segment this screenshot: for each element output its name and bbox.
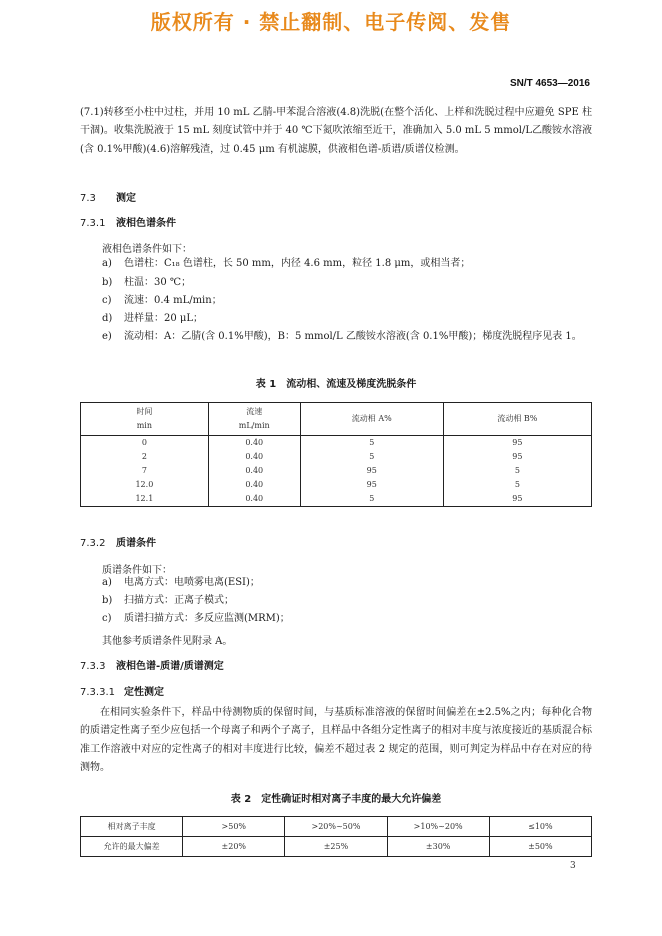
table-cell: 12.1 bbox=[81, 492, 209, 507]
list-text: 柱温：30 ℃； bbox=[124, 277, 192, 288]
header-mobile-phase-a: 流动相 A% bbox=[300, 403, 443, 436]
section-number: 7.3 bbox=[80, 193, 96, 204]
ms-conditions-outro: 其他参考质谱条件见附录 A。 bbox=[102, 636, 233, 647]
table-2-caption bbox=[80, 790, 592, 805]
list-text: 进样量：20 μL； bbox=[124, 313, 204, 324]
table-cell: ±30% bbox=[387, 837, 489, 857]
table-header-row bbox=[81, 403, 592, 436]
list-marker: b) bbox=[102, 277, 113, 288]
table-cell: >50% bbox=[183, 817, 285, 837]
header-time: 时间 min bbox=[81, 403, 209, 436]
header-flow-rate: 流速 mL/min bbox=[208, 403, 300, 436]
intro-paragraph: (7.1)转移至小柱中过柱，并用 10 mL 乙腈-甲苯混合溶液(4.8)洗脱(在整个活化、上样和洗脱过程中应避免 SPE 柱干涸)。收集洗脱液于 15 mL 刻度试管中并于 40 ℃下氮吹浓缩至近干，准确加入 5.0 mL 5 mmol/L乙酸铵水溶液(含 0.1%甲酸)(4.6)溶解残渣，过 0.45 μm 有机滤膜，供液相色谱-质谱/质谱仪检测。 bbox=[80, 107, 592, 155]
section-7-3-3-heading bbox=[80, 657, 224, 672]
table-cell: 允许的最大偏差 bbox=[81, 837, 183, 857]
section-title: 定性测定 bbox=[124, 687, 164, 698]
table-cell: >10%~20% bbox=[387, 817, 489, 837]
section-number: 7.3.1 bbox=[80, 218, 106, 229]
table-row bbox=[81, 464, 592, 478]
table-cell: 95 bbox=[300, 464, 443, 478]
lc-conditions-intro: 液相色谱条件如下： bbox=[102, 244, 192, 255]
table-row bbox=[81, 817, 592, 837]
list-text: 质谱扫描方式：多反应监测(MRM)； bbox=[124, 613, 290, 624]
table-cell: 2 bbox=[81, 450, 209, 464]
table-cell: 0.40 bbox=[208, 478, 300, 492]
table-cell: 相对离子丰度 bbox=[81, 817, 183, 837]
list-marker: a) bbox=[102, 577, 112, 588]
caption-title: 定性确证时相对离子丰度的最大允许偏差 bbox=[261, 794, 442, 805]
section-7-3-1-heading bbox=[80, 214, 176, 229]
section-7-3-2-heading bbox=[80, 534, 156, 549]
table-row bbox=[81, 837, 592, 857]
standard-code: SN/T 4653—2016 bbox=[509, 78, 590, 89]
table-cell: ±50% bbox=[489, 837, 591, 857]
table-cell: ±25% bbox=[285, 837, 387, 857]
table-cell: 0.40 bbox=[208, 450, 300, 464]
list-marker: a) bbox=[102, 258, 112, 269]
list-marker: c) bbox=[102, 295, 112, 306]
qualitative-paragraph: 在相同实验条件下，样品中待测物质的保留时间，与基质标准溶液的保留时间偏差在±2.5%之内；每种化合物的质谱定性离子至少应包括一个母离子和两个子离子，且样品中各组分定性离子的相对丰度与浓度接近的基质混合标准工作溶液中对应的定性离子的相对丰度进行比较，偏差不超过表 2 规定的范围，则可判定为样品中存在对应的待测物。 bbox=[80, 707, 592, 773]
lc-item-temperature bbox=[102, 274, 592, 292]
table-cell: 95 bbox=[443, 492, 591, 507]
list-marker: e) bbox=[102, 331, 112, 342]
page-number: 3 bbox=[570, 861, 576, 871]
table-row bbox=[81, 478, 592, 492]
list-text: 电离方式：电喷雾电离(ESI)； bbox=[124, 577, 260, 588]
ms-conditions-intro: 质谱条件如下： bbox=[102, 565, 172, 576]
table-cell: ±20% bbox=[183, 837, 285, 857]
section-title: 质谱条件 bbox=[116, 538, 156, 549]
section-number: 7.3.3.1 bbox=[80, 687, 115, 698]
table-row bbox=[81, 436, 592, 451]
table-cell: >20%~50% bbox=[285, 817, 387, 837]
table-cell: 95 bbox=[443, 450, 591, 464]
ms-item-ionization bbox=[102, 574, 592, 592]
table-cell: 5 bbox=[443, 478, 591, 492]
table-cell: 0.40 bbox=[208, 492, 300, 507]
list-marker: d) bbox=[102, 313, 113, 324]
list-marker: b) bbox=[102, 595, 113, 606]
ion-abundance-table bbox=[80, 816, 592, 857]
table-cell: 95 bbox=[443, 436, 591, 451]
section-number: 7.3.3 bbox=[80, 661, 106, 672]
table-1-caption bbox=[80, 375, 592, 390]
section-title: 液相色谱条件 bbox=[116, 218, 176, 229]
table-cell: 5 bbox=[443, 464, 591, 478]
section-title: 液相色谱-质谱/质谱测定 bbox=[116, 661, 224, 672]
lc-item-flow-rate bbox=[102, 292, 592, 310]
section-number: 7.3.2 bbox=[80, 538, 106, 549]
table-cell: 0.40 bbox=[208, 464, 300, 478]
table-row bbox=[81, 492, 592, 507]
lc-item-mobile-phase bbox=[102, 328, 592, 346]
list-text: 流速：0.4 mL/min； bbox=[124, 295, 222, 306]
caption-number: 表 1 bbox=[255, 379, 277, 390]
table-cell: 5 bbox=[300, 450, 443, 464]
table-cell: 0.40 bbox=[208, 436, 300, 451]
section-7-3-heading bbox=[80, 189, 136, 204]
ms-item-scan-mode bbox=[102, 592, 592, 610]
section-7-3-3-1-heading bbox=[80, 683, 164, 698]
caption-title: 流动相、流速及梯度洗脱条件 bbox=[286, 379, 417, 390]
section-title: 测定 bbox=[116, 193, 136, 204]
list-marker: c) bbox=[102, 613, 112, 624]
copyright-banner: 版权所有 · 禁止翻制、电子传阅、发售 bbox=[150, 10, 512, 34]
table-cell: 5 bbox=[300, 492, 443, 507]
list-text: 扫描方式：正离子模式； bbox=[124, 595, 234, 606]
list-text: 色谱柱：C₁₈ 色谱柱，长 50 mm，内径 4.6 mm，粒径 1.8 μm，或相当者； bbox=[124, 258, 471, 269]
table-cell: 95 bbox=[300, 478, 443, 492]
table-cell: 12.0 bbox=[81, 478, 209, 492]
caption-number: 表 2 bbox=[230, 794, 252, 805]
lc-item-column bbox=[102, 255, 592, 273]
ms-item-mrm bbox=[102, 610, 592, 628]
gradient-table bbox=[80, 402, 592, 507]
table-cell: ≤10% bbox=[489, 817, 591, 837]
list-text: 流动相：A：乙腈(含 0.1%甲酸)，B：5 mmol/L 乙酸铵水溶液(含 0.1%甲酸)；梯度洗脱程序见表 1。 bbox=[124, 331, 582, 342]
table-cell: 5 bbox=[300, 436, 443, 451]
header-mobile-phase-b: 流动相 B% bbox=[443, 403, 591, 436]
table-cell: 0 bbox=[81, 436, 209, 451]
table-cell: 7 bbox=[81, 464, 209, 478]
lc-item-injection-volume bbox=[102, 310, 592, 328]
table-row bbox=[81, 450, 592, 464]
